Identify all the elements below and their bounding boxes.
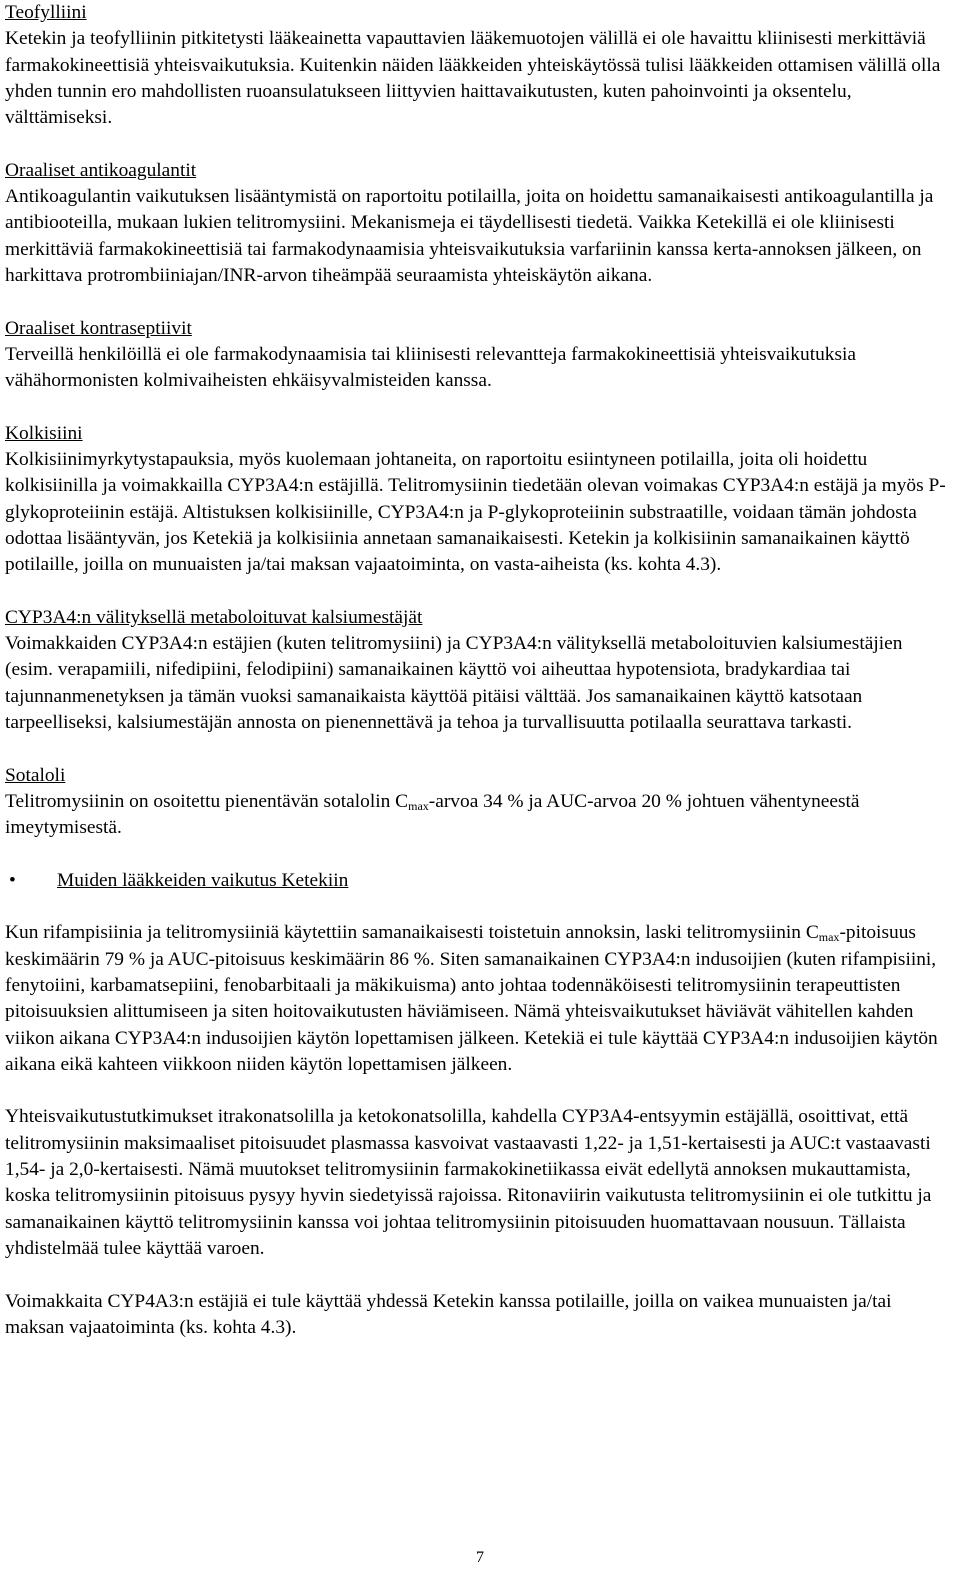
- text-run: Telitromysiinin on osoitettu pienentävän sotalolin C: [5, 790, 409, 812]
- section-teofylliini: [5, 0, 955, 131]
- page-number: 7: [476, 1549, 484, 1566]
- section-body: Kolkisiinimyrkytystapauksia, myös kuolemaan johtaneita, on raportoitu esiintyneen potilailla, joita oli hoidettu kolkisiinilla ja voimakkailla CYP3A4:n estäjillä. Telitromysiinin tiedetään olevan voimakas CYP3A4:n estäjä ja myös P-glykoproteiinin estäjä. Altistuksen kolkisiinille, CYP3A4:n ja P-glykoproteiinin substraatille, voidaan tämän johdosta odottaa lisääntyvän, jos Ketekiä ja kolkisiinia annetaan samanaikaisesti. Ketekin ja kolkisiinin samanaikainen käyttö potilaille, joilla on munuaisten ja/tai maksan vajaatoiminta, on vasta-aiheista (ks. kohta 4.3).: [5, 449, 946, 576]
- text-run: -pitoisuus keskimäärin 79 % ja AUC-pitoisuus keskimäärin 86 %. Siten samanaikainen CYP3A4:n indusoijien (kuten rifampisiini, fenytoiini, karbamatsepiini, fenobarbitaali ja mäkikuisma) anto johtaa todennäköisesti telitromysiinin terapeuttisten pitoisuuksien alittumiseen ja siten hoitovaikutusten häviämiseen. Nämä yhteisvaikutukset häviävät vähitellen kahden viikon aikana CYP3A4:n indusoijien käytön lopettamisen jälkeen. Ketekiä ei tule käyttää CYP3A4:n indusoijien käytön aikana eikä kahteen viikkoon niiden käytön lopettamisen jälkeen.: [5, 922, 938, 1075]
- bullet-heading-label: Muiden lääkkeiden vaikutus Ketekiin: [57, 869, 349, 891]
- paragraph-text: Yhteisvaikutustutkimukset itrakonatsolilla ja ketokonatsolilla, kahdella CYP3A4-entsyymin estäjällä, osoittivat, että telitromysiinin maksimaaliset pitoisuudet plasmassa kasvoivat vastaavasti 1,22- ja 1,51-kertaisesti ja AUC:t vastaavasti 1,54- ja 2,0-kertaisesti. Nämä muutokset telitromysiinin farmakokinetiikassa eivät edellytä annoksen mukauttamista, koska telitromysiinin pitoisuus pysyy hyvin siedetyissä rajoissa. Ritonaviirin vaikutusta telitromysiinin ei ole tutkittu ja samanaikainen käyttö telitromysiinin kanssa voi johtaa telitromysiinin pitoisuuden huomattavaan nousuun. Tällaista yhdistelmää tulee käyttää varoen.: [5, 1106, 932, 1259]
- paragraph-text: Voimakkaita CYP4A3:n estäjiä ei tule käyttää yhdessä Ketekin kanssa potilaille, joilla on vaikea munuaisten ja/tai maksan vajaatoiminta (ks. kohta 4.3).: [5, 1290, 892, 1338]
- section-body: Voimakkaiden CYP3A4:n estäjien (kuten telitromysiini) ja CYP3A4:n välityksellä metaboloituvien kalsiumestäjien (esim. verapamiili, nifedipiini, felodipiini) samanaikainen käyttö voi aiheuttaa hypotensiota, bradykardiaa tai tajunnanmenetyksen ja tämän vuoksi samanaikaista käyttöä pitäisi välttää. Jos samanaikainen käyttö katsotaan tarpeelliseksi, kalsiumestäjän annosta on pienennettävä ja tehoa ja turvallisuutta potilaalla seurattava tarkasti.: [5, 633, 903, 734]
- text-run: -arvoa 34 % ja AUC-arvoa 20 % johtuen vähentyneestä imeytymisestä.: [5, 790, 860, 839]
- bullet-heading: [5, 868, 955, 894]
- text-run: Kun rifampisiinia ja telitromysiiniä käytettiin samanaikaisesti toistetuin annoksin, laski telitromysiinin C: [5, 922, 819, 944]
- section-heading: Oraaliset antikoagulantit: [5, 159, 197, 181]
- section-heading: Oraaliset kontraseptiivit: [5, 317, 192, 339]
- section-body: Terveillä henkilöillä ei ole farmakodynaamisia tai kliinisesti relevantteja farmakokineettisiä yhteisvaikutuksia vähähormonisten kolmivaiheisten ehkäisyvalmisteiden kanssa.: [5, 343, 857, 392]
- section-body: [5, 789, 955, 842]
- section-kolkisiini: [5, 421, 955, 579]
- section-kalsiumestajat: [5, 605, 955, 736]
- subscript-max: max: [408, 798, 429, 813]
- paragraph-itrakonatsoli: [5, 1104, 955, 1262]
- section-sotaloli: [5, 763, 955, 842]
- bullet-icon: •: [9, 869, 16, 891]
- section-body: Antikoagulantin vaikutuksen lisääntymistä on raportoitu potilailla, joita on hoidettu samanaikaisesti antikoagulantilla ja antibiooteilla, mukaan lukien telitromysiini. Mekanismeja ei täydellisesti tiedetä. Vaikka Ketekillä ei ole kliinisesti merkittäviä farmakokineettisiä tai farmakodynaamisia yhteisvaikutuksia varfariinin kanssa kerta-annoksen jälkeen, on harkittava protrombiiniajan/INR-arvon tiheämpää seuraamista yhteiskäytön aikana.: [5, 186, 934, 286]
- section-heading: Sotaloli: [5, 764, 66, 786]
- section-oraaliset-antikoagulantit: [5, 158, 955, 289]
- subscript-max: max: [818, 930, 840, 945]
- section-body: [5, 920, 955, 1078]
- section-heading: Teofylliini: [5, 2, 87, 23]
- section-heading: CYP3A4:n välityksellä metaboloituvat kalsiumestäjät: [5, 606, 423, 628]
- section-heading: Kolkisiini: [5, 422, 83, 444]
- document-page: [5, 0, 955, 1367]
- section-oraaliset-kontraseptiivit: [5, 316, 955, 395]
- section-body: Ketekin ja teofylliinin pitkitetysti lääkeainetta vapauttavien lääkemuotojen välillä ei ole havaittu kliinisesti merkittäviä farmakokineettisiä yhteisvaikutuksia. Kuitenkin näiden lääkkeiden yhteiskäytössä tulisi lääkkeiden ottamisen välillä olla yhden tunnin ero mahdollisten ruoansulatukseen liittyvien haittavaikutusten, kuten pahoinvointi ja oksentelu, välttämiseksi.: [5, 28, 941, 129]
- paragraph-cyp4a3: [5, 1289, 955, 1342]
- paragraph-rifampisiini: [5, 920, 955, 1078]
